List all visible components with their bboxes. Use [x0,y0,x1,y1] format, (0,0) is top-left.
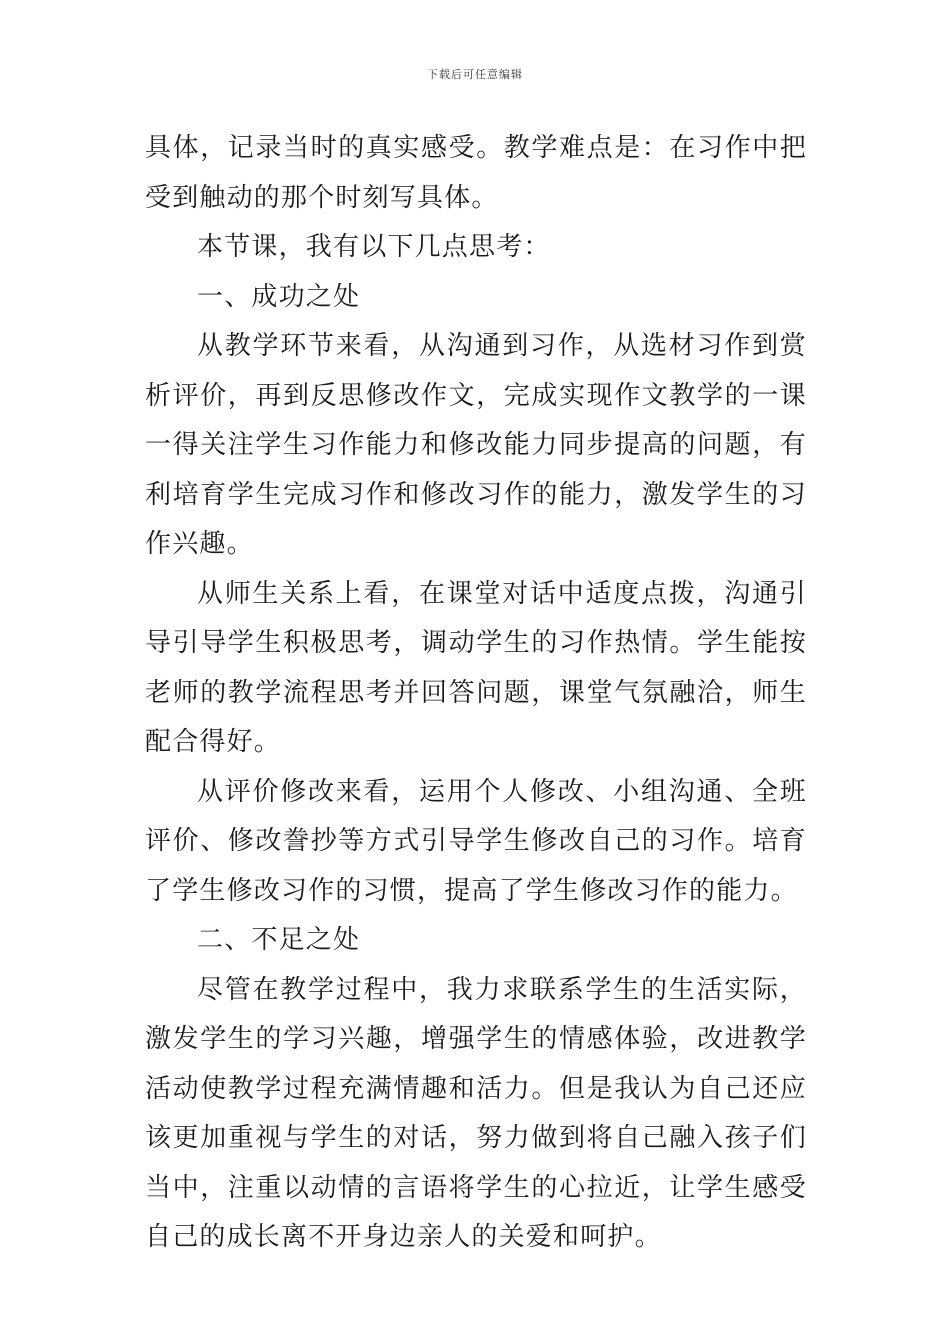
paragraph-intro: 本节课，我有以下几点思考： [197,232,551,262]
paragraph-evaluation: 从评价修改来看，运用个人修改、小组沟通、全班评价、修改誊抄等方式引导学生修改自己的习作。培育了学生修改习作的习惯，提高了学生修改习作的能力。 [145,776,807,906]
document-body [145,124,807,1263]
section-heading-successes: 一、成功之处 [197,281,361,312]
paragraph-teaching-steps: 从教学环节来看，从沟通到习作，从选材习作到赏析评价，再到反思修改作文，完成实现作文教学的一课一得关注学生习作能力和修改能力同步提高的问题，有利培育学生完成习作和修改习作的能力，激发学生的习作兴趣。 [145,331,807,559]
paragraph-teacher-student: 从师生关系上看，在课堂对话中适度点拨，沟通引导引导学生积极思考，调动学生的习作热情。学生能按老师的教学流程思考并回答问题，课堂气氛融洽，师生配合得好。 [145,578,807,757]
paragraph-continuation: 具体，记录当时的真实感受。教学难点是：在习作中把受到触动的那个时刻写具体。 [145,133,807,213]
download-note: 下载后可任意编辑 [427,68,523,81]
paragraph-shortcomings: 尽管在教学过程中，我力求联系学生的生活实际，激发学生的学习兴趣，增强学生的情感体验，改进教学活动使教学过程充满情趣和活力。但是我认为自己还应该更加重视与学生的对话，努力做到将自己融入孩子们当中，注重以动情的言语将学生的心拉近，让学生感受自己的成长离不开身边亲人的关爱和呵护。 [145,974,807,1252]
section-heading-shortcomings: 二、不足之处 [197,925,361,955]
